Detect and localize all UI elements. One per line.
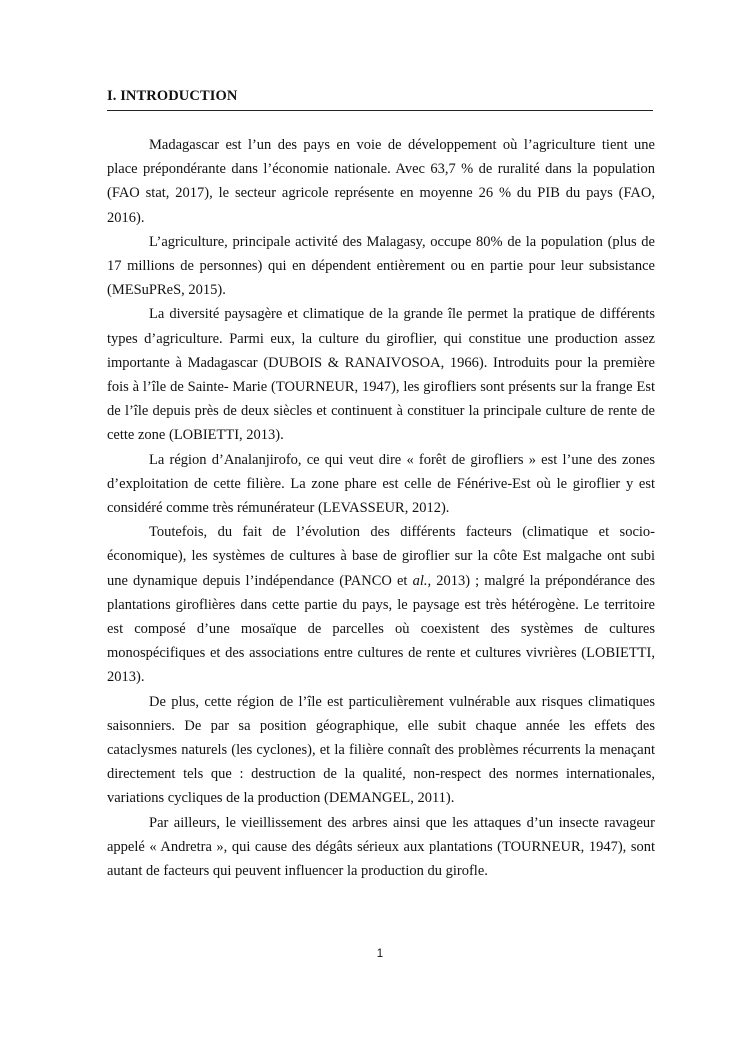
paragraph-4: La région d’Analanjirofo, ce qui veut dire « forêt de girofliers » est l’une des zones d’exploitation de cette filière. La zone phare est celle de Fénérive-Est où le giroflier y est considéré comme très rémunérateur (LEVASSEUR, 2012).	[107, 451, 655, 517]
paragraph-7: Par ailleurs, le vieillissement des arbres ainsi que les attaques d’un insecte ravageur appelé « Andretra », qui cause des dégâts sérieux aux plantations (TOURNEUR, 1947), sont autant de facteurs qui peuvent influencer la production du girofle.	[107, 814, 655, 880]
paragraph-5-part-2: 2013) ; malgré la prépondérance des plantations giroflières dans cette partie du pays, le paysage est très hétérogène. Le territoire est composé d’une mosaïque de parcelles où coexistent des systèmes de cultures monospécifiques et des associations entre cultures de rente et cultures vivrières (LOBIETTI, 2013).	[107, 572, 655, 686]
paragraph-5-italic: al.,	[412, 572, 432, 589]
heading-underline	[107, 110, 653, 111]
paragraph-1: Madagascar est l’un des pays en voie de développement où l’agriculture tient une place prépondérante dans l’économie nationale. Avec 63,7 % de ruralité dans la population (FAO stat, 2017), le secteur agricole représente en moyenne 26 % du PIB du pays (FAO, 2016).	[107, 137, 655, 226]
page-number: 1	[376, 948, 384, 960]
paragraph-5-part-1: Toutefois, du fait de l’évolution des différents facteurs (climatique et socio-économique), les systèmes de cultures à base de giroflier sur la côte Est malgache ont subi une dynamique depuis l’indépendance (PANCO et	[107, 524, 655, 589]
section-heading: I. INTRODUCTION	[107, 88, 238, 104]
paragraph-3: La diversité paysagère et climatique de la grande île permet la pratique de différents types d’agriculture. Parmi eux, la culture du giroflier, qui constitue une production assez importante à Madagascar (DUBOIS & RANAIVOSOA, 1966). Introduits pour la première fois à l’île de Sainte- Marie (TOURNEUR, 1947), les girofliers sont présents sur la frange Est de l’île depuis près de deux siècles et continuent à constituer la principale culture de rente de cette zone (LOBIETTI, 2013).	[107, 306, 655, 444]
paragraph-5	[107, 520, 655, 689]
paragraph-6: De plus, cette région de l’île est particulièrement vulnérable aux risques climatiques saisonniers. De par sa position géographique, elle subit chaque année les effets des cataclysmes naturels (les cyclones), et la filière connaît des problèmes récurrents la menaçant directement tels que : destruction de la qualité, non-respect des normes internationales, variations cycliques de la production (DEMANGEL, 2011).	[107, 693, 655, 807]
paragraph-2: L’agriculture, principale activité des Malagasy, occupe 80% de la population (plus de 17 millions de personnes) qui en dépendent entièrement ou en partie pour leur subsistance (MESuPReS, 2015).	[107, 233, 655, 299]
body-text	[107, 133, 655, 883]
